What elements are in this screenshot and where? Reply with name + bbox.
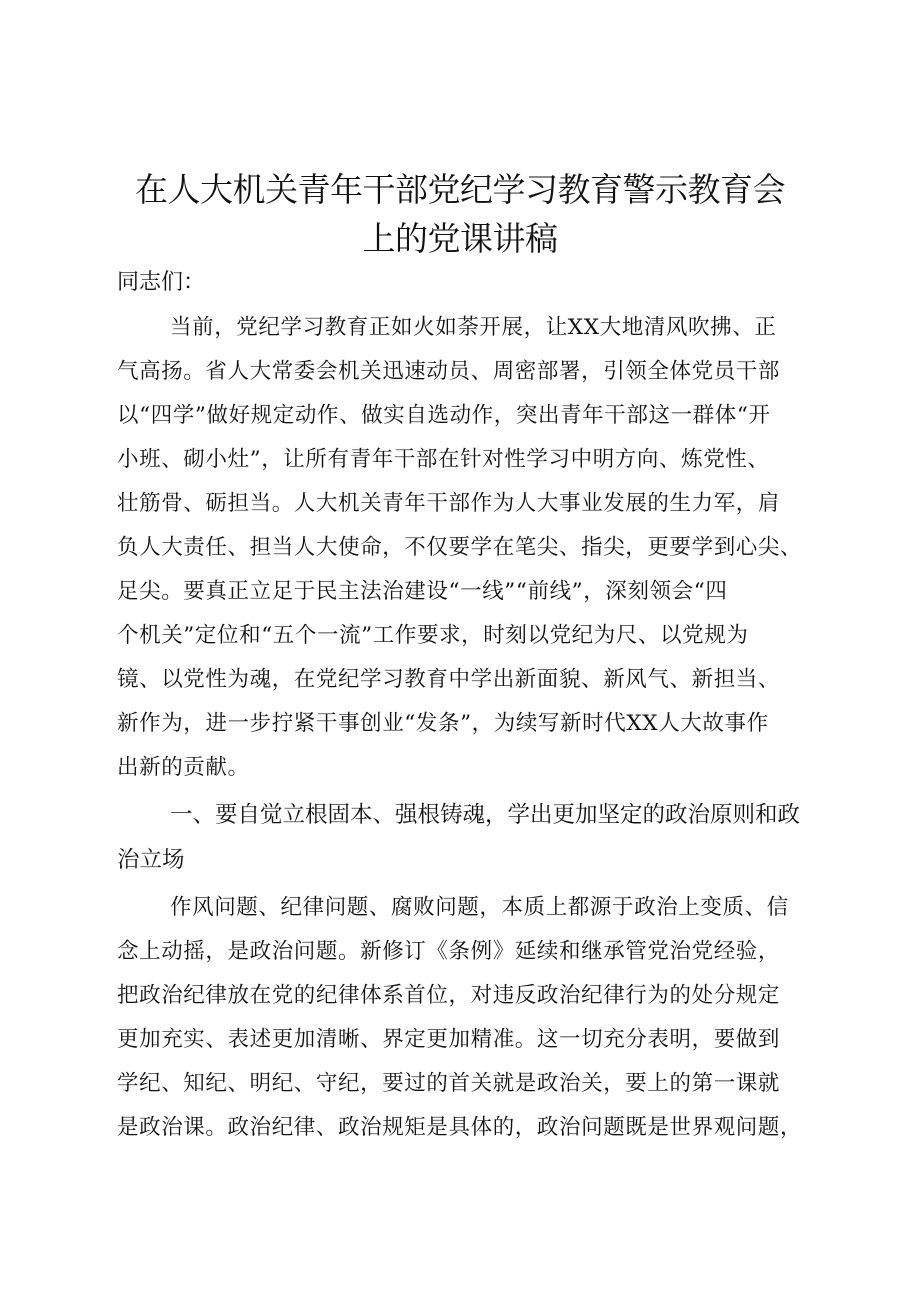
paragraph-1-line: 小班、砌小灶”，让所有青年干部在针对性学习中明方向、炼党性、 — [117, 447, 770, 472]
paragraph-1-line: 以“四学”做好规定动作、做实自选动作，突出青年干部这一群体“开 — [117, 403, 771, 428]
paragraph-2-line: 更加充实、表述更加清晰、界定更加精准。这一切充分表明，要做到 — [117, 1027, 781, 1052]
paragraph-2-line: 是政治课。政治纪律、政治规矩是具体的，政治问题既是世界观问题， — [117, 1115, 803, 1140]
section-heading-line: 一、要自觉立根固本、强根铸魂，学出更加坚定的政治原则和政 — [170, 802, 801, 828]
paragraph-2-line: 把政治纪律放在党的纪律体系首位，对违反政治纪律行为的处分规定 — [117, 983, 781, 1008]
paragraph-1-line: 新作为，进一步拧紧干事创业“发条”，为续写新时代XX人大故事作 — [117, 711, 769, 736]
paragraph-1-line: 当前，党纪学习教育正如火如荼开展，让XX大地清风吹拂、正 — [170, 315, 777, 340]
greeting: 同志们： — [117, 270, 206, 295]
paragraph-1-line: 镜、以党性为魂，在党纪学习教育中学出新面貌、新风气、新担当、 — [117, 667, 781, 692]
paragraph-1-line: 负人大责任、担当人大使命，不仅要学在笔尖、指尖，更要学到心尖、 — [117, 535, 803, 560]
paragraph-1-line: 足尖。要真正立足于民主法治建设“一线”“前线”，深刻领会“四 — [117, 579, 728, 604]
paragraph-1-line: 个机关”定位和“五个一流”工作要求，时刻以党纪为尺、以党规为 — [117, 623, 749, 648]
paragraph-2-line: 作风问题、纪律问题、腐败问题，本质上都源于政治上变质、信 — [170, 895, 789, 920]
document-title-line-1: 在人大机关青年干部党纪学习教育警示教育会 — [135, 170, 785, 209]
paragraph-2-line: 学纪、知纪、明纪、守纪，要过的首关就是政治关，要上的第一课就 — [117, 1071, 781, 1096]
section-heading-line: 治立场 — [117, 847, 185, 873]
document-title-line-2: 上的党课讲稿 — [362, 219, 558, 258]
paragraph-1-line: 气高扬。省人大常委会机关迅速动员、周密部署，引领全体党员干部 — [117, 359, 781, 384]
paragraph-1-line: 壮筋骨、砺担当。人大机关青年干部作为人大事业发展的生力军，肩 — [117, 491, 781, 516]
paragraph-2-line: 念上动摇，是政治问题。新修订《条例》延续和继承管党治党经验， — [117, 939, 781, 964]
paragraph-1-line: 出新的贡献。 — [117, 755, 250, 780]
